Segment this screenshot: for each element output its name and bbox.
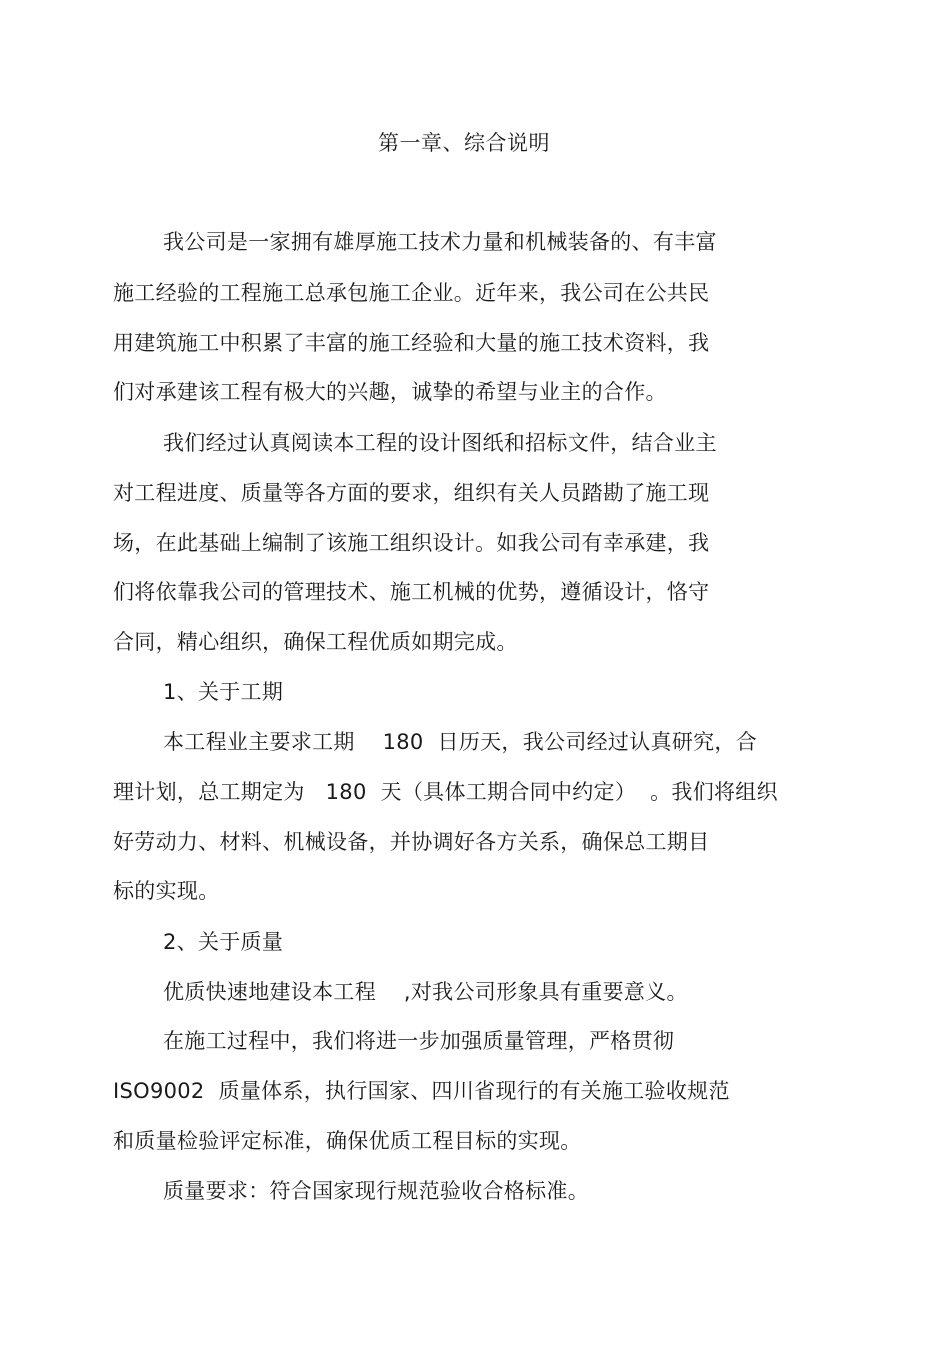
paragraph-line: 对工程进度、质量等各方面的要求，组织有关人员踏勘了施工现 bbox=[113, 481, 710, 505]
paragraph-line: 我们经过认真阅读本工程的设计图纸和招标文件，结合业主 bbox=[163, 431, 717, 455]
paragraph-line: ISO9002 质量体系，执行国家、四川省现行的有关施工验收规范 bbox=[113, 1079, 730, 1103]
paragraph-line: 标的实现。 bbox=[113, 879, 220, 903]
paragraph-line: 质量要求：符合国家现行规范验收合格标准。 bbox=[163, 1179, 589, 1203]
paragraph-line: 施工经验的工程施工总承包施工企业。近年来，我公司在公共民 bbox=[113, 281, 710, 305]
paragraph-line: 们对承建该工程有极大的兴趣，诚挚的希望与业主的合作。 bbox=[113, 380, 667, 404]
paragraph-line: 我公司是一家拥有雄厚施工技术力量和机械装备的、有丰富 bbox=[163, 230, 717, 254]
paragraph-line: 优质快速地建设本工程 ,对我公司形象具有重要意义。 bbox=[163, 980, 688, 1004]
paragraph-line: 合同，精心组织，确保工程优质如期完成。 bbox=[113, 630, 518, 654]
section-heading: 1、关于工期 bbox=[163, 680, 284, 704]
paragraph-line: 理计划，总工期定为 180 天（具体工期合同中约定） 。我们将组织 bbox=[113, 780, 778, 804]
paragraph-line: 们将依靠我公司的管理技术、施工机械的优势，遵循设计，恪守 bbox=[113, 580, 710, 604]
chapter-title: 第一章、综合说明 bbox=[378, 131, 550, 155]
paragraph-line: 用建筑施工中积累了丰富的施工经验和大量的施工技术资料，我 bbox=[113, 331, 710, 355]
paragraph-line: 本工程业主要求工期 180 日历天，我公司经过认真研究，合 bbox=[163, 730, 758, 754]
paragraph-line: 和质量检验评定标准，确保优质工程目标的实现。 bbox=[113, 1129, 582, 1153]
paragraph-line: 场，在此基础上编制了该施工组织设计。如我公司有幸承建，我 bbox=[113, 531, 710, 555]
section-heading: 2、关于质量 bbox=[163, 930, 284, 954]
paragraph-line: 在施工过程中，我们将进一步加强质量管理，严格贯彻 bbox=[163, 1029, 675, 1053]
paragraph-line: 好劳动力、材料、机械设备，并协调好各方关系，确保总工期目 bbox=[113, 830, 710, 854]
